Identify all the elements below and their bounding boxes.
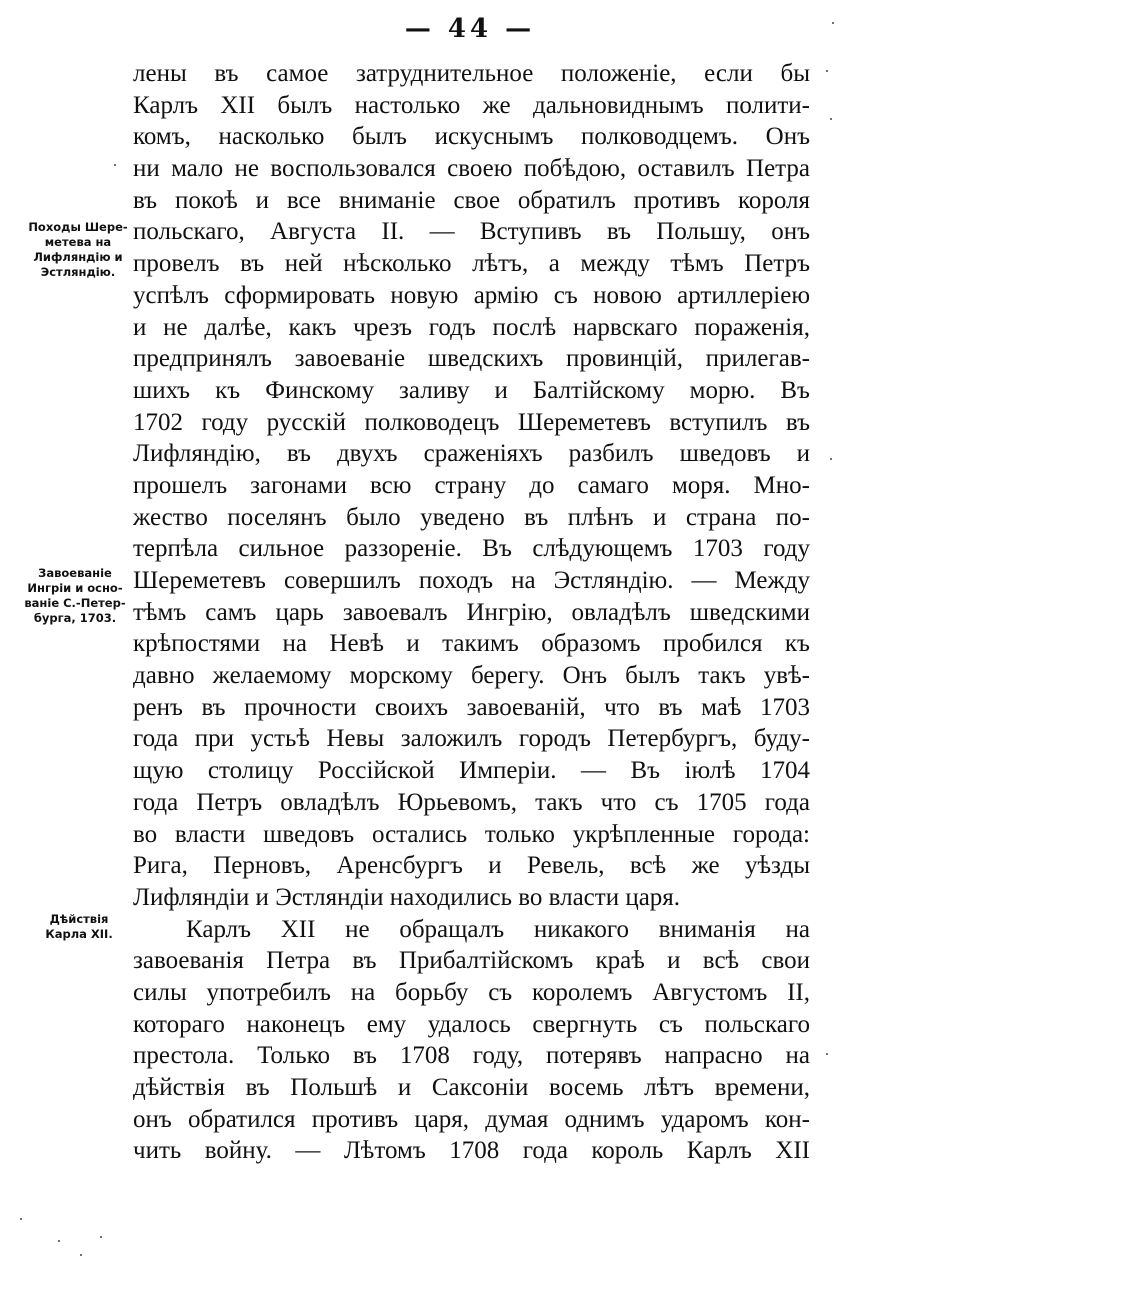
- text-line: силы употребилъ на борьбу съ королемъ Августомъ II,: [133, 978, 810, 1006]
- text-line: года при устьѣ Невы заложилъ городъ Петербургъ, буду-: [133, 725, 810, 753]
- margin-note-deistviya: [34, 912, 124, 942]
- scan-speck: [830, 458, 832, 460]
- text-line: престола. Только въ 1708 году, потерявъ напрасно на: [133, 1042, 810, 1070]
- text-line: комъ, насколько былъ искуснымъ полководцемъ. Онъ: [133, 123, 810, 151]
- text-line: дѣйствія въ Польшѣ и Саксоніи восемь лѣтъ времени,: [133, 1074, 810, 1101]
- text-line: завоеванія Петра въ Прибалтійскомъ краѣ и всѣ свои: [133, 947, 810, 975]
- scan-speck: [826, 1053, 828, 1055]
- text-line: Лифляндію, въ двухъ сраженіяхъ разбилъ шведовъ и: [133, 440, 810, 468]
- page-number: — 44 —: [404, 14, 536, 44]
- text-line: Карлъ XII былъ настолько же дальновиднымъ полити-: [133, 91, 810, 119]
- margin-note-pokhody: [22, 220, 134, 280]
- scan-speck: [832, 22, 834, 24]
- margin-note-zavoevanie: [16, 566, 134, 626]
- margin-note-line: Карла XII.: [45, 927, 113, 941]
- text-line: онъ обратился противъ царя, думая однимъ ударомъ кон-: [133, 1105, 810, 1133]
- text-line: ренъ въ прочности своихъ завоеваній, что въ маѣ 1703: [133, 693, 810, 721]
- text-line: тѣмъ самъ царь завоевалъ Ингрію, овладѣлъ шведскими: [133, 598, 810, 626]
- scan-speck: [114, 164, 116, 166]
- margin-note-line: Дѣйствія: [49, 912, 109, 926]
- margin-note-line: метева на: [44, 235, 112, 249]
- text-line: терпѣла сильное раззореніе. Въ слѣдующемъ 1703 году: [133, 535, 810, 563]
- text-line: щую столицу Россійской Имперіи. — Въ іюлѣ 1704: [133, 757, 810, 785]
- text-line: 1702 году русскій полководецъ Шереметевъ вступилъ въ: [133, 408, 810, 436]
- scan-speck: [80, 1254, 82, 1256]
- text-line: Шереметевъ совершилъ походъ на Эстляндію. — Между: [133, 567, 810, 594]
- text-line: жество поселянъ было уведено въ плѣнъ и страна по-: [133, 503, 810, 531]
- text-line: предпринялъ завоеваніе шведскихъ провинцій, прилегав-: [133, 345, 810, 373]
- margin-note-line: Эстляндію.: [40, 265, 116, 279]
- text-line: въ покоѣ и все вниманіе свое обратилъ противъ короля: [133, 186, 810, 214]
- scan-speck: [830, 118, 832, 120]
- margin-note-line: бурга, 1703.: [33, 611, 117, 625]
- text-line: во власти шведовъ остались только укрѣпленные города:: [133, 820, 810, 848]
- text-line: Рига, Перновъ, Аренсбургъ и Ревель, всѣ же уѣзды: [133, 852, 810, 880]
- text-line: шихъ къ Финскому заливу и Балтійскому морю. Въ: [133, 376, 810, 404]
- text-line: успѣлъ сформировать новую армію съ новою артиллеріею: [133, 281, 810, 309]
- margin-note-line: Лифляндію и: [33, 250, 123, 264]
- text-line: года Петръ овладѣлъ Юрьевомъ, такъ что съ 1705 года: [133, 788, 810, 816]
- text-line: Карлъ XII не обращалъ никакого вниманія на: [186, 915, 810, 943]
- text-line: Лифляндіи и Эстляндіи находились во власти царя.: [133, 883, 681, 911]
- scan-speck: [58, 1240, 60, 1242]
- scan-speck: [100, 1236, 102, 1238]
- text-line: крѣпостями на Невѣ и такимъ образомъ пробился къ: [133, 630, 810, 658]
- text-line: ни мало не воспользовался своею побѣдою, оставилъ Петра: [133, 155, 810, 183]
- scan-speck: [20, 1218, 22, 1220]
- margin-note-line: Завоеваніе: [38, 566, 112, 580]
- text-line: и не далѣе, какъ чрезъ годъ послѣ нарвскаго пораженія,: [133, 313, 810, 341]
- text-line: чить войну. — Лѣтомъ 1708 года король Карлъ XII: [133, 1137, 810, 1165]
- scan-speck: [826, 70, 828, 72]
- text-line: давно желаемому морскому берегу. Онъ былъ такъ увѣ-: [133, 662, 810, 690]
- text-line: польскаго, Августа II. — Вступивъ въ Польшу, онъ: [133, 218, 810, 246]
- margin-note-line: Походы Шере-: [28, 220, 128, 234]
- text-line: котораго наконецъ ему удалось свергнуть съ польскаго: [133, 1010, 810, 1038]
- text-line: провелъ въ ней нѣсколько лѣтъ, а между тѣмъ Петръ: [133, 250, 810, 278]
- margin-note-line: ваніе С.-Петер-: [24, 596, 126, 610]
- text-line: лены въ самое затруднительное положеніе, если бы: [133, 60, 810, 87]
- body-text: [133, 58, 810, 1167]
- text-line: прошелъ загонами всю страну до самаго моря. Мно-: [133, 471, 810, 499]
- margin-note-line: Ингріи и осно-: [27, 581, 123, 595]
